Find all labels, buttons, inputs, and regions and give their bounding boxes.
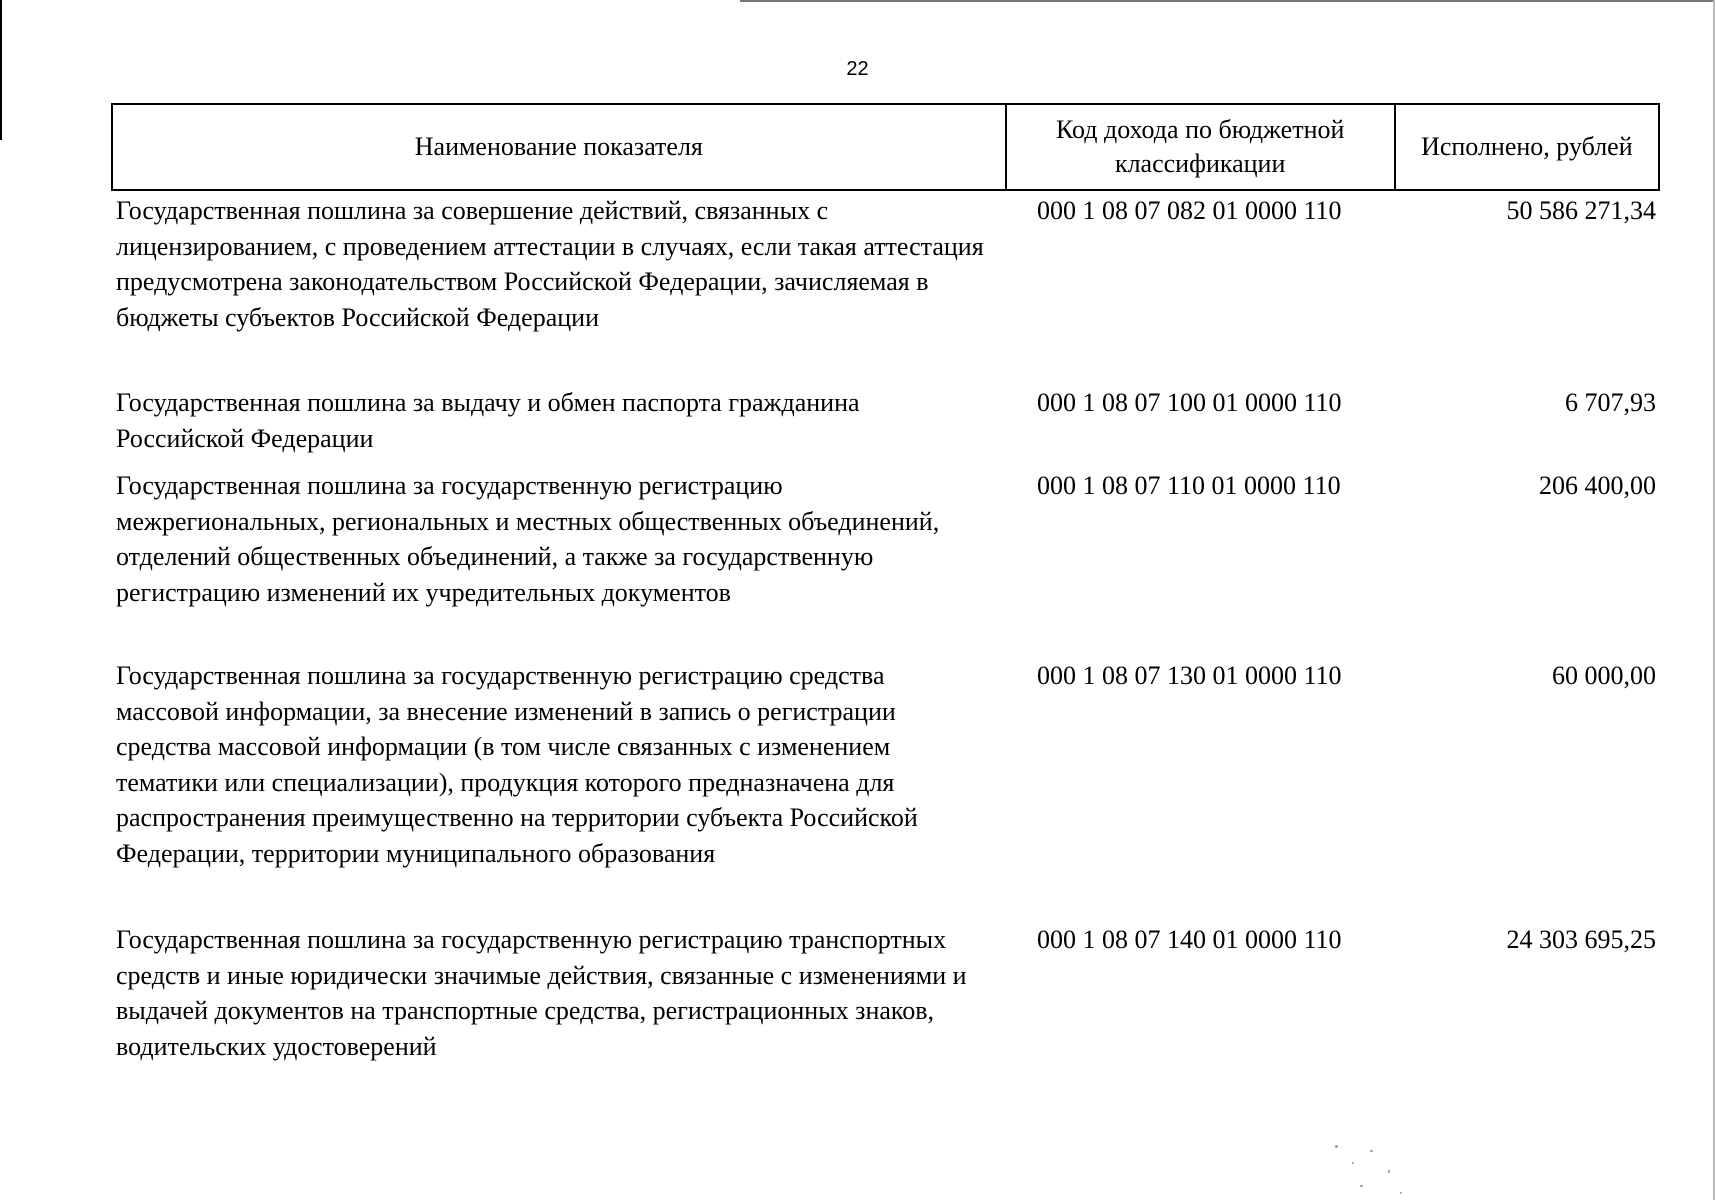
- header-sum: Исполнено, рублей: [1394, 105, 1658, 189]
- table-row: [111, 656, 1660, 920]
- row-name-cell: Государственная пошлина за государственную регистрацию транспортных средств и иные юридически значимые действия, связанные с изменениями и выдачей документов на транспортные средства, регистрационных знаков, водительских удостоверений: [116, 925, 967, 1061]
- row-code-cell: 000 1 08 07 100 01 0000 110: [1037, 388, 1342, 417]
- row-sum-cell: 60 000,00: [1552, 661, 1656, 690]
- table-header: [111, 103, 1660, 191]
- row-code-cell: 000 1 08 07 130 01 0000 110: [1037, 661, 1342, 690]
- table-row: [111, 191, 1660, 383]
- row-code-cell: 000 1 08 07 140 01 0000 110: [1037, 925, 1342, 954]
- scan-speck: [1360, 1185, 1363, 1187]
- header-code: Код дохода по бюджетной классификации: [1005, 105, 1394, 189]
- row-name-cell: Государственная пошлина за совершение действий, связанных с лицензированием, с проведением аттестации в случаях, если такая аттестация предусмотрена законодательством Российской Федерации, зачисляемая в бюджеты субъектов Российской Федерации: [116, 196, 984, 332]
- row-code-cell: 000 1 08 07 082 01 0000 110: [1037, 196, 1342, 225]
- row-sum-cell: 6 707,93: [1565, 388, 1656, 417]
- row-name-cell: Государственная пошлина за государственную регистрацию межрегиональных, региональных и местных общественных объединений, отделений общественных объединений, а также за государственную регистрацию изменений их учредительных документов: [116, 471, 940, 607]
- row-sum-cell: 24 303 695,25: [1506, 925, 1656, 954]
- scan-speck: [1388, 1170, 1390, 1173]
- scan-speck: [1352, 1162, 1354, 1164]
- row-sum-cell: 50 586 271,34: [1506, 196, 1656, 225]
- header-name: Наименование показателя: [414, 132, 703, 161]
- row-code-cell: 000 1 08 07 110 01 0000 110: [1037, 471, 1341, 500]
- scan-speck: [1335, 1145, 1338, 1148]
- page-number: 22: [846, 58, 869, 80]
- scan-speck: [1370, 1150, 1373, 1152]
- table-row: [111, 383, 1660, 466]
- row-name-cell: Государственная пошлина за государственную регистрацию средства массовой информации, за внесение изменений в запись о регистрации средства массовой информации (в том числе связанных с изменением тематики или специализации), продукция которого предназначена для распространения преимущественно на территории субъекта Российской Федерации, территории муниципального образования: [116, 661, 918, 868]
- table-row: [111, 920, 1660, 1080]
- scan-edge-top: [740, 0, 1715, 2]
- revenue-table: [111, 103, 1660, 1080]
- row-sum-cell: 206 400,00: [1539, 471, 1656, 500]
- table-row: [111, 466, 1660, 656]
- scan-speck: [1400, 1192, 1402, 1194]
- row-name-cell: Государственная пошлина за выдачу и обмен паспорта гражданина Российской Федерации: [116, 388, 860, 453]
